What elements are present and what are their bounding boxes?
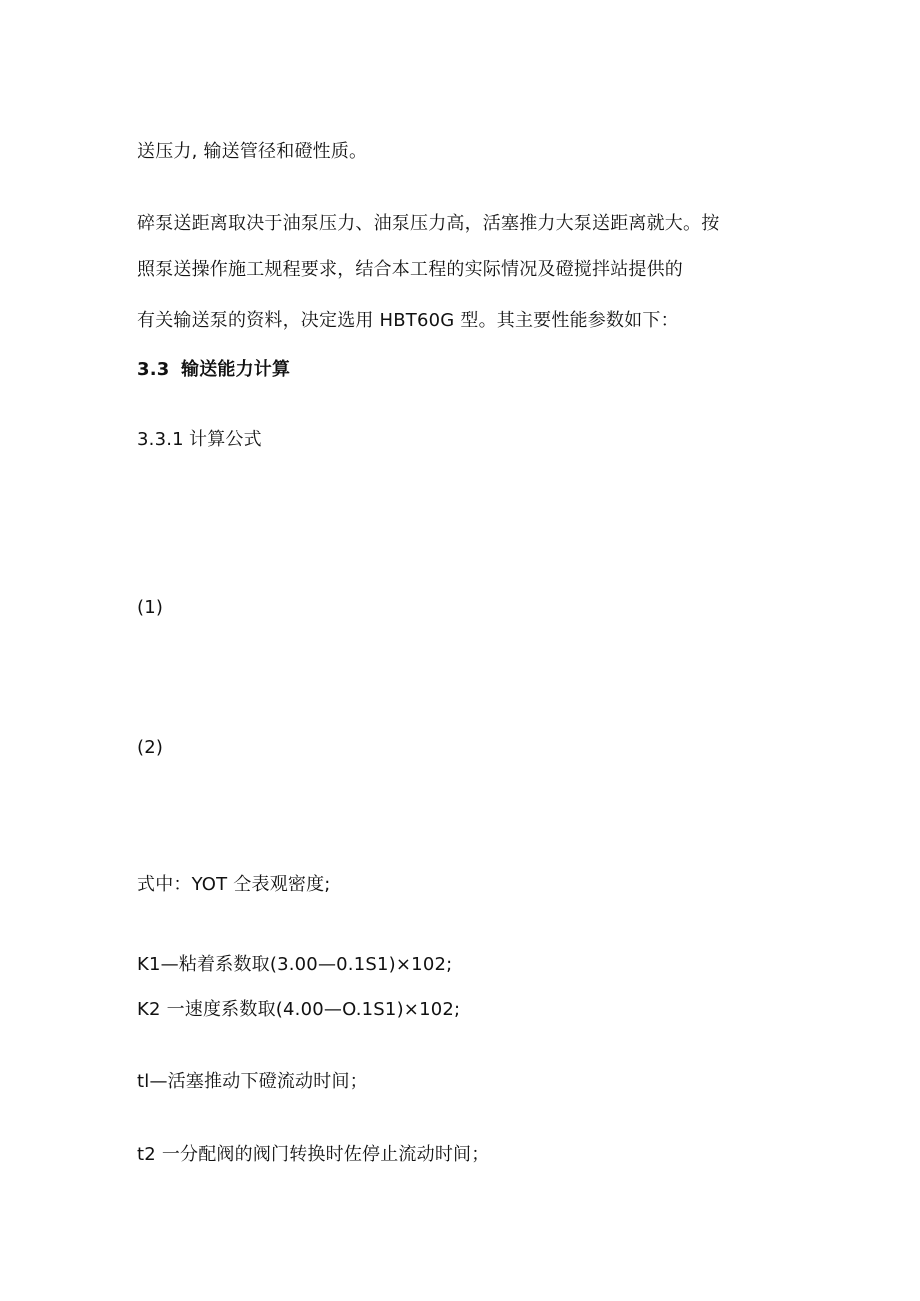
subsection-heading: [137, 428, 262, 452]
section-title: 输送能力计算: [181, 359, 291, 380]
paragraph-2-line-3: 有关输送泵的资料，决定选用 HBT60G 型。其主要性能参数如下：: [137, 310, 679, 331]
paragraph-1: 送压力, 输送管径和磴性质。: [137, 141, 368, 162]
definition-line: K1—粘着系数取(3.00—0.1S1)×102;: [137, 954, 453, 975]
definition-line: 式中：YOT 仝表观密度;: [137, 874, 331, 895]
paragraph-2-line-2: 照泵送操作施工规程要求，结合本工程的实际情况及磴搅拌站提供的: [137, 259, 683, 280]
definition-line: tl—活塞推动下磴流动时间；: [137, 1071, 368, 1092]
section-heading: [137, 358, 290, 382]
paragraph-2-line-1: 碎泵送距离取决于油泵压力、油泵压力高，活塞推力大泵送距离就大。按: [137, 213, 720, 234]
section-number: 3.3: [137, 359, 170, 380]
equation-label-1: (1): [137, 597, 164, 618]
subsection-title: 计算公式: [189, 429, 262, 450]
definition-line: K2 一速度系数取(4.00—O.1S1)×102;: [137, 999, 461, 1020]
definition-line: t2 一分配阀的阀门转换时佐停止流动时间；: [137, 1144, 490, 1165]
subsection-number: 3.3.1: [137, 429, 184, 450]
equation-label-2: (2): [137, 737, 164, 758]
